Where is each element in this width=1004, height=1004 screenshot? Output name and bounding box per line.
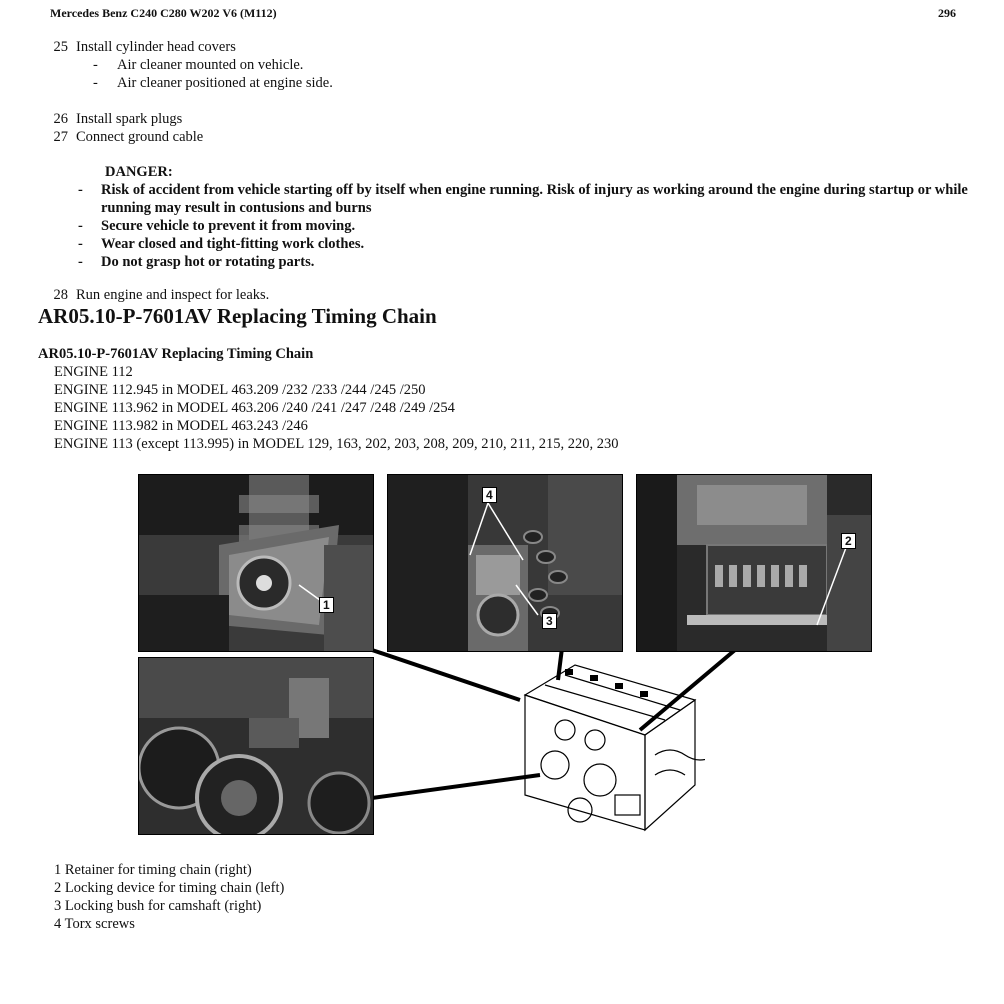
engine-line-drawing xyxy=(505,655,705,840)
callout-2: 2 xyxy=(841,533,856,549)
callout-4: 4 xyxy=(482,487,497,503)
section-title: AR05.10-P-7601AV Replacing Timing Chain xyxy=(38,304,437,328)
legend-item: 1 Retainer for timing chain (right) xyxy=(54,862,252,878)
danger-item: - Wear closed and tight-fitting work clothes. xyxy=(78,236,365,252)
step-row: 28 Run engine and inspect for leaks. xyxy=(53,287,270,303)
page-number: 296 xyxy=(938,6,956,20)
photo-right-timing-chain-retainer xyxy=(138,474,374,652)
step-sub-item: - Air cleaner mounted on vehicle. xyxy=(93,57,304,73)
legend-item: 3 Locking bush for camshaft (right) xyxy=(54,898,262,914)
step-row: 27 Connect ground cable xyxy=(53,129,204,145)
section-subtitle: AR05.10-P-7601AV Replacing Timing Chain xyxy=(38,346,314,362)
danger-heading: DANGER: xyxy=(105,164,173,180)
legend-item: 2 Locking device for timing chain (left) xyxy=(54,880,285,896)
callout-3: 3 xyxy=(542,613,557,629)
step-row: 26 Install spark plugs xyxy=(53,111,183,127)
engine-line: ENGINE 112.945 in MODEL 463.209 /232 /233 /244 /245 /250 xyxy=(54,382,426,398)
figure-legend xyxy=(54,861,284,933)
engine-line: ENGINE 112 xyxy=(54,364,133,380)
engine-line: ENGINE 113 (except 113.995) in MODEL 129, 163, 202, 203, 208, 209, 210, 211, 215, 220, 230 xyxy=(54,436,619,452)
legend-item: 4 Torx screws xyxy=(54,916,135,932)
step-row: 25 Install cylinder head covers xyxy=(53,39,236,55)
danger-item: - Do not grasp hot or rotating parts. xyxy=(78,254,315,270)
engine-line: ENGINE 113.982 in MODEL 463.243 /246 xyxy=(54,418,308,434)
danger-item: - Risk of accident from vehicle starting off by itself when engine running. Risk of injury as working around the engine during startup or while running may result in contusions and burns xyxy=(78,182,968,216)
photo-front-pulleys xyxy=(138,657,374,835)
photo-camshaft-locking-bush xyxy=(387,474,623,652)
document-header-title: Mercedes Benz C240 C280 W202 V6 (M112) xyxy=(50,6,277,20)
step-sub-item: - Air cleaner positioned at engine side. xyxy=(93,75,333,91)
callout-1: 1 xyxy=(319,597,334,613)
engine-line: ENGINE 113.962 in MODEL 463.206 /240 /241 /247 /248 /249 /254 xyxy=(54,400,455,416)
photo-left-timing-chain-locking-device xyxy=(636,474,872,652)
danger-item: - Secure vehicle to prevent it from moving. xyxy=(78,218,356,234)
